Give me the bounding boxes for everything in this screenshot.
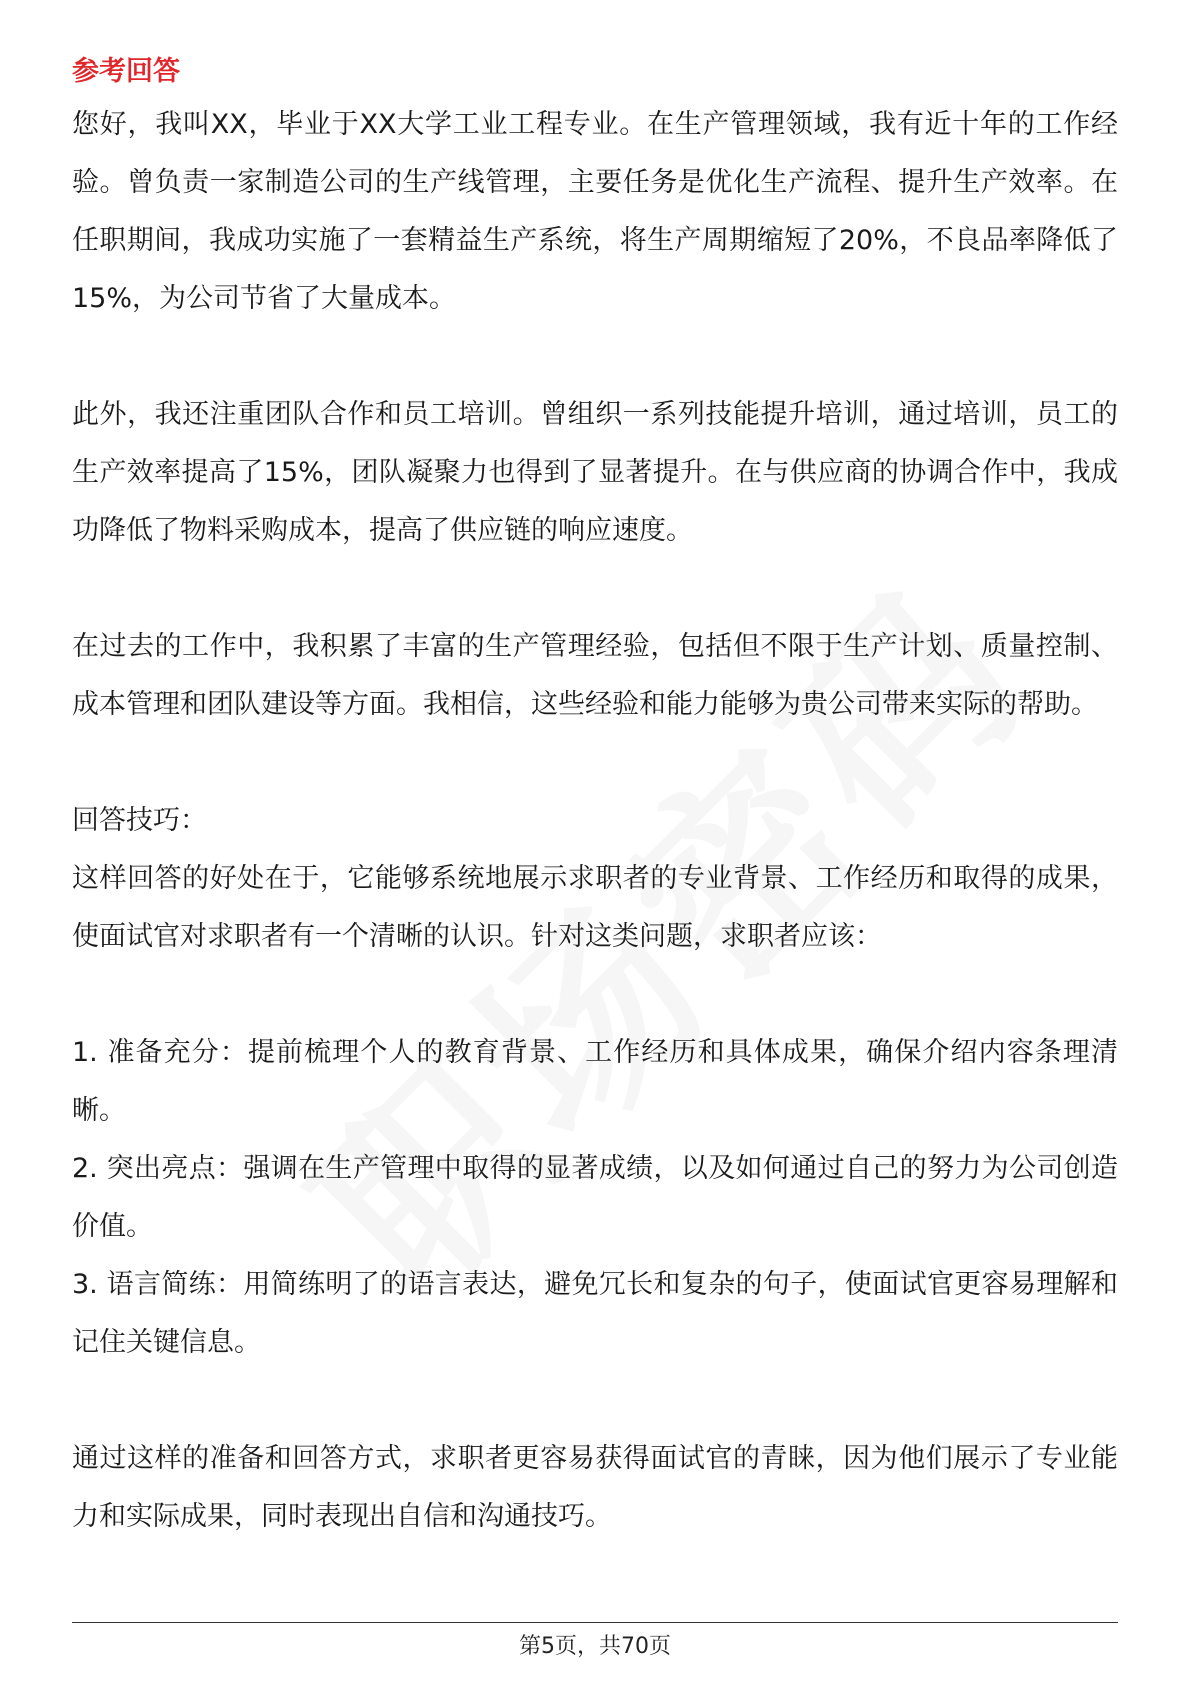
paragraph-teamwork: 此外，我还注重团队合作和员工培训。曾组织一系列技能提升培训，通过培训，员工的生产效率提高了15%，团队凝聚力也得到了显著提升。在与供应商的协调合作中，我成功降低了物料采购成本，提高了供应链的响应速度。 [72,399,1118,546]
page-number: 第5页，共70页 [519,1634,671,1659]
spacer [72,560,1118,618]
paragraph-experience: 在过去的工作中，我积累了丰富的生产管理经验，包括但不限于生产计划、质量控制、成本管理和团队建设等方面。我相信，这些经验和能力能够为贵公司带来实际的帮助。 [72,631,1118,720]
tip-item-2: 2. 突出亮点：强调在生产管理中取得的显著成绩，以及如何通过自己的努力为公司创造价值。 [72,1153,1118,1242]
tips-heading: 回答技巧： [72,805,207,836]
spacer [72,734,1118,792]
footer-divider [72,1622,1118,1623]
spacer [72,328,1118,386]
section-title: 参考回答 [72,56,180,87]
document-body [72,48,1118,1546]
tip-item-1: 1. 准备充分：提前梳理个人的教育背景、工作经历和具体成果，确保介绍内容条理清晰。 [72,1037,1118,1126]
paragraph-conclusion: 通过这样的准备和回答方式，求职者更容易获得面试官的青睐，因为他们展示了专业能力和实际成果，同时表现出自信和沟通技巧。 [72,1443,1118,1532]
spacer [72,1372,1118,1430]
paragraph-intro: 您好，我叫XX，毕业于XX大学工业工程专业。在生产管理领域，我有近十年的工作经验。曾负责一家制造公司的生产线管理，主要任务是优化生产流程、提升生产效率。在任职期间，我成功实施了一套精益生产系统，将生产周期缩短了20%，不良品率降低了15%，为公司节省了大量成本。 [72,109,1118,314]
paragraph-tips-intro: 这样回答的好处在于，它能够系统地展示求职者的专业背景、工作经历和取得的成果，使面试官对求职者有一个清晰的认识。针对这类问题，求职者应该： [72,863,1118,952]
tip-item-3: 3. 语言简练：用简练明了的语言表达，避免冗长和复杂的句子，使面试官更容易理解和记住关键信息。 [72,1269,1118,1358]
spacer [72,966,1118,1024]
